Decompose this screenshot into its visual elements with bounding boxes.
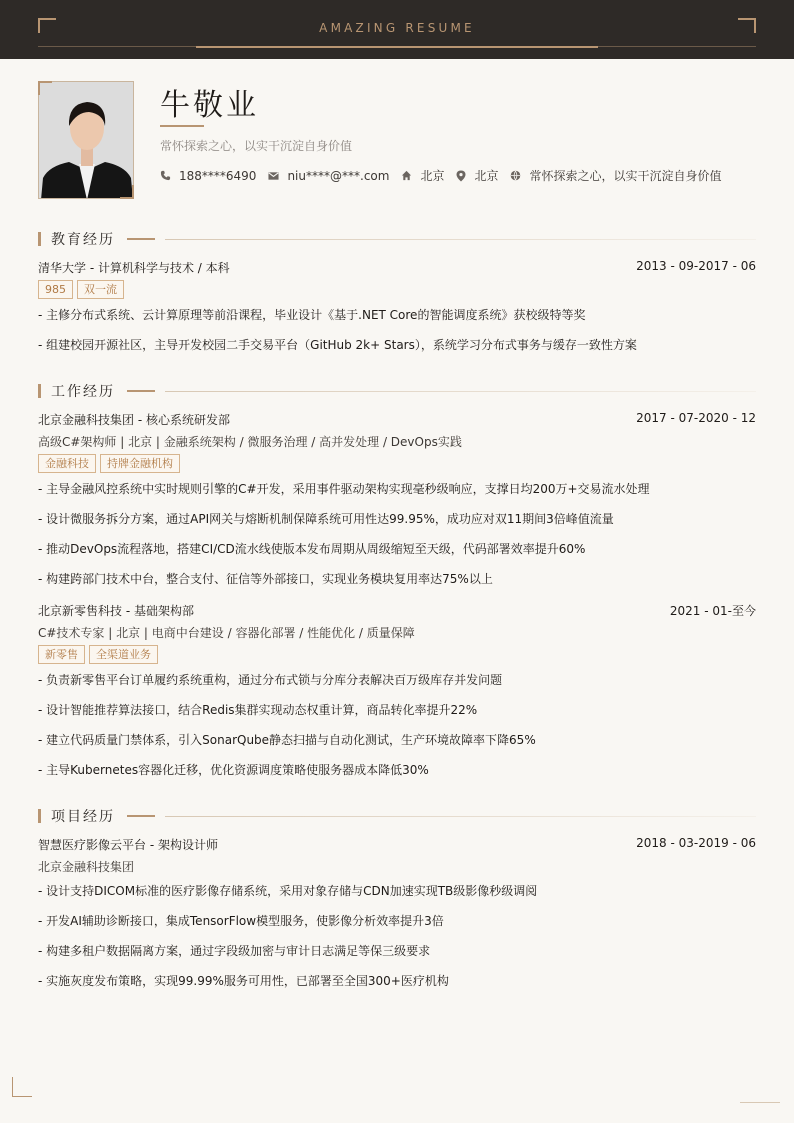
tag-list [38, 280, 128, 299]
corner-ornament-bottom-right [740, 1102, 780, 1103]
contact-location [456, 167, 498, 184]
entry-heading: 北京金融科技集团 - 核心系统研发部 [38, 413, 230, 427]
corner-ornament-bottom-left [12, 1077, 32, 1097]
name-underline [160, 125, 204, 127]
entry-date: 2021 - 01-至今 [669, 604, 756, 618]
entry-heading: 智慧医疗影像云平台 - 架构设计师 [38, 838, 218, 852]
tag: 双一流 [77, 280, 124, 299]
location-text: 北京 [474, 169, 499, 183]
tag: 持牌金融机构 [100, 454, 180, 473]
tag: 全渠道业务 [89, 645, 158, 664]
tag: 新零售 [38, 645, 85, 664]
list-item: - 实施灰度发布策略，实现99.99%服务可用性，已部署至全国300+医疗机构 [38, 974, 449, 988]
photo-corner-ornament [38, 81, 52, 95]
section-title: 项目经历 [51, 809, 115, 825]
avatar [38, 81, 134, 199]
list-item: - 组建校园开源社区，主导开发校园二手交易平台（GitHub 2k+ Stars），系统学习分布式事务与缓存一致性方案 [38, 338, 637, 352]
banner-title: AMAZING RESUME [319, 21, 475, 35]
work-entry-header [38, 411, 756, 428]
entry-subline: 高级C#架构师 | 北京 | 金融系统架构 / 微服务治理 / 高并发处理 / DevOps实践 [38, 435, 462, 449]
globe-icon [510, 170, 521, 181]
tag-list [38, 645, 162, 664]
entry-subline: C#技术专家 | 北京 | 电商中台建设 / 容器化部署 / 性能优化 / 质量保障 [38, 626, 415, 640]
tag: 金融科技 [38, 454, 96, 473]
entry-heading: 北京新零售科技 - 基础架构部 [38, 604, 194, 618]
work-entry-header [38, 602, 756, 619]
list-item: - 负责新零售平台订单履约系统重构，通过分布式锁与分库分表解决百万级库存并发问题 [38, 673, 503, 687]
list-item: - 设计微服务拆分方案，通过API网关与熔断机制保障系统可用性达99.95%，成功应对双11期间3倍峰值流量 [38, 512, 614, 526]
email-address: niu****@***.com [287, 168, 390, 183]
section-header-work [38, 381, 756, 401]
list-item: - 主修分布式系统、云计算原理等前沿课程，毕业设计《基于.NET Core的智能调度系统》获校级特等奖 [38, 308, 586, 322]
contact-website [510, 167, 721, 184]
section-header-education [38, 229, 756, 249]
list-item: - 设计支持DICOM标准的医疗影像存储系统，采用对象存储与CDN加速实现TB级影像秒级调阅 [38, 884, 538, 898]
section-header-projects [38, 806, 756, 826]
contact-phone [160, 169, 256, 183]
entry-date: 2018 - 03-2019 - 06 [636, 836, 756, 850]
mail-icon [268, 171, 279, 181]
portrait-image [39, 82, 134, 199]
header-banner [0, 0, 794, 59]
list-item: - 推动DevOps流程落地，搭建CI/CD流水线使版本发布周期从周级缩短至天级，代码部署效率提升60% [38, 542, 586, 556]
candidate-motto: 常怀探索之心，以实干沉淀自身价值 [160, 139, 353, 153]
entry-date: 2017 - 07-2020 - 12 [636, 411, 756, 425]
entry-subline: 北京金融科技集团 [38, 860, 135, 874]
website-text: 常怀探索之心，以实干沉淀自身价值 [529, 169, 722, 183]
contact-email [268, 169, 389, 183]
list-item: - 主导Kubernetes容器化迁移，优化资源调度策略使服务器成本降低30% [38, 763, 429, 777]
entry-heading: 清华大学 - 计算机科学与技术 / 本科 [38, 261, 230, 275]
project-entry-header [38, 836, 756, 853]
home-icon [401, 170, 412, 181]
banner-divider-accent [196, 46, 598, 48]
photo-corner-ornament [120, 185, 134, 199]
list-item: - 设计智能推荐算法接口，结合Redis集群实现动态权重计算，商品转化率提升22% [38, 703, 478, 717]
location-pin-icon [456, 170, 466, 182]
list-item: - 构建跨部门技术中台，整合支付、征信等外部接口，实现业务模块复用率达75%以上 [38, 572, 493, 586]
list-item: - 开发AI辅助诊断接口，集成TensorFlow模型服务，使影像分析效率提升3倍 [38, 914, 444, 928]
candidate-name: 牛敬业 [160, 88, 259, 123]
list-item: - 主导金融风控系统中实时规则引擎的C#开发，采用事件驱动架构实现毫秒级响应，支撑日均200万+交易流水处理 [38, 482, 650, 496]
phone-number: 188****6490 [179, 168, 257, 183]
phone-icon [160, 170, 171, 181]
contact-row [160, 167, 734, 184]
hometown-text: 北京 [420, 169, 445, 183]
list-item: - 构建多租户数据隔离方案，通过字段级加密与审计日志满足等保三级要求 [38, 944, 431, 958]
section-title: 教育经历 [51, 232, 115, 248]
education-entry-header [38, 259, 756, 276]
section-title: 工作经历 [51, 384, 115, 400]
contact-hometown [401, 167, 444, 184]
entry-date: 2013 - 09-2017 - 06 [636, 259, 756, 273]
list-item: - 建立代码质量门禁体系，引入SonarQube静态扫描与自动化测试，生产环境故障率下降65% [38, 733, 536, 747]
tag: 985 [38, 280, 73, 299]
tag-list [38, 454, 184, 473]
